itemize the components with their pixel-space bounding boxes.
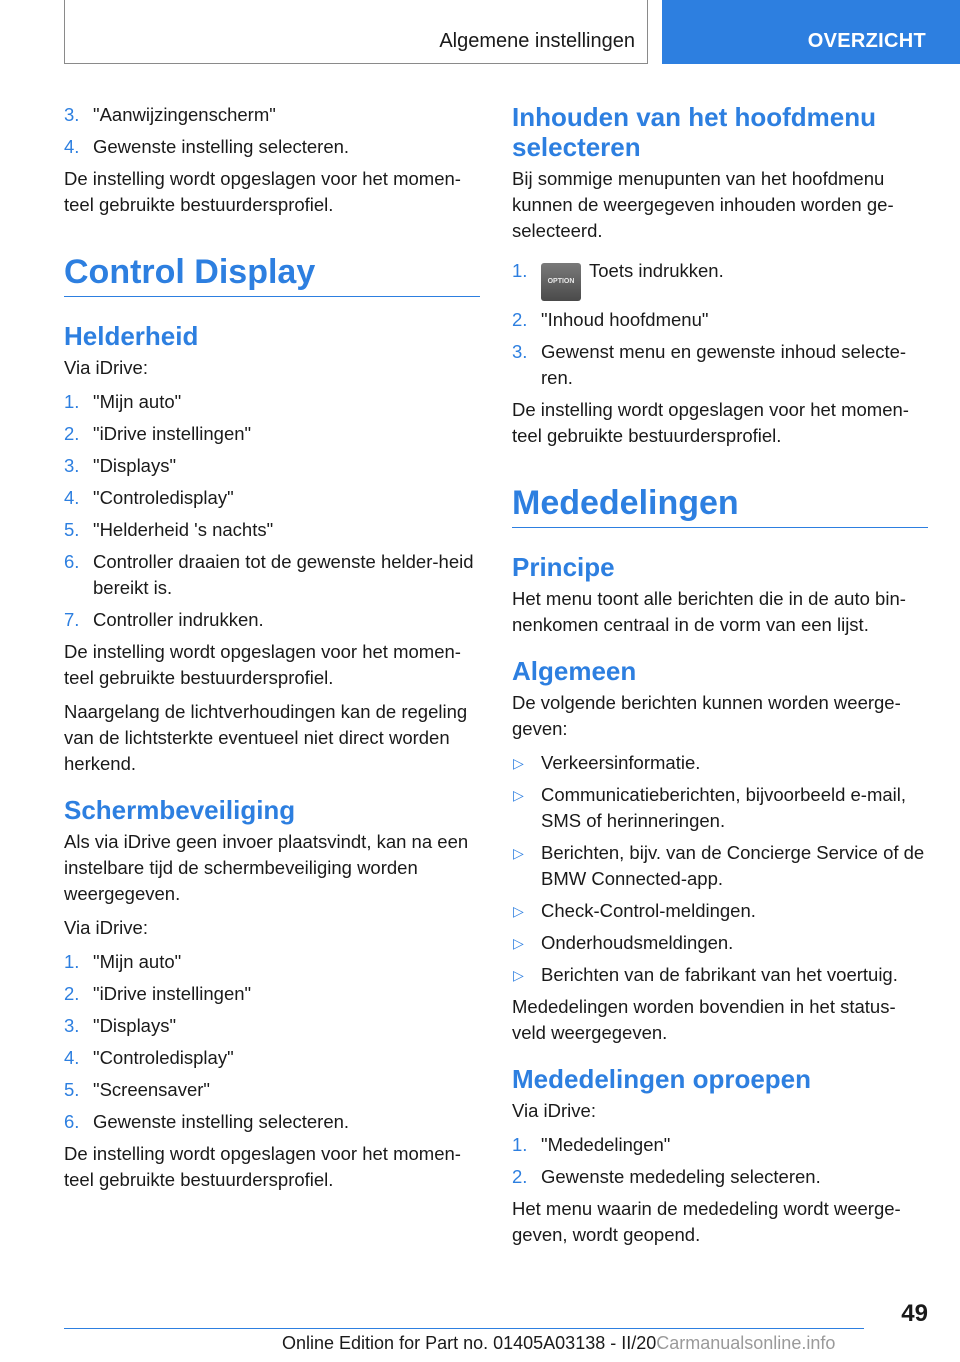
bullet-text: Communicatieberichten, bijvoorbeeld e-mail, SMS of herinneringen. [541,784,907,831]
triangle-bullet-icon: ▷ [513,755,524,771]
list-item [512,750,928,776]
step-number: 5. [64,1079,80,1100]
triangle-bullet-icon: ▷ [513,787,524,803]
list-item [512,339,928,391]
list-item [512,898,928,924]
list-item [64,607,480,633]
oproepen-paragraph: Het menu waarin de mededeling wordt weerge-geven, wordt geopend. [512,1198,901,1245]
step-text: "Displays" [93,455,177,476]
step-number: 1. [512,260,528,281]
list-item [64,421,480,447]
edition-text: Online Edition for Part no. 01405A03138 - II/20 [282,1333,657,1353]
list-item [64,981,480,1007]
left-column [64,102,480,1201]
header-section-box [64,0,648,64]
step-text: "Controledisplay" [93,1047,234,1068]
bullet-text: Onderhoudsmeldingen. [541,932,734,953]
step-number: 4. [64,136,80,157]
heading-mededelingen-oproepen: Mededelingen oproepen [512,1064,812,1094]
intro-steps [64,102,480,160]
step-text: Controller indrukken. [93,609,264,630]
list-item [64,485,480,511]
hoofdmenu-paragraph-2: De instelling wordt opgeslagen voor het momen-teel gebruikte bestuurdersprofiel. [512,399,909,446]
step-text: "Mededelingen" [541,1134,671,1155]
step-number: 3. [512,341,528,362]
heading-principe: Principe [512,552,615,582]
helderheid-steps [64,389,480,633]
list-item [64,1045,480,1071]
list-item [64,102,480,128]
list-item [512,307,928,333]
triangle-bullet-icon: ▷ [513,935,524,951]
step-text: "Screensaver" [93,1079,210,1100]
list-item [64,134,480,160]
step-number: 3. [64,104,80,125]
step-number: 3. [64,455,80,476]
list-item [64,1077,480,1103]
header-tab-label: OVERZICHT [807,30,926,52]
step-number: 1. [512,1134,528,1155]
schermbeveiliging-steps [64,949,480,1135]
step-text: "Inhoud hoofdmenu" [541,309,709,330]
bullet-text: Berichten, bijv. van de Concierge Service of de BMW Connected-app. [541,842,925,889]
schermbeveiliging-paragraph-2: De instelling wordt opgeslagen voor het momen-teel gebruikte bestuurdersprofiel. [64,1143,461,1190]
list-item [512,258,928,301]
principe-paragraph: Het menu toont alle berichten die in de auto bin-nenkomen centraal in de vorm van een lijst. [512,588,906,635]
step-text: "iDrive instellingen" [93,423,252,444]
heading-algemeen: Algemeen [512,656,637,686]
triangle-bullet-icon: ▷ [513,903,524,919]
list-item [512,782,928,834]
step-number: 6. [64,551,80,572]
step-number: 5. [64,519,80,540]
via-idrive-text: Via iDrive: [64,917,148,938]
step-text: Toets indrukken. [589,260,724,281]
list-item [512,1132,928,1158]
bullet-text: Check-Control-meldingen. [541,900,756,921]
step-number: 2. [512,309,528,330]
list-item [512,840,928,892]
step-text: "Helderheid 's nachts" [93,519,274,540]
step-text: "Mijn auto" [93,391,182,412]
list-item [64,389,480,415]
algemeen-paragraph-2: Mededelingen worden bovendien in het status-veld weergegeven. [512,996,896,1043]
heading-helderheid: Helderheid [64,321,199,351]
footer-divider [64,1328,864,1329]
hoofdmenu-steps [512,258,928,391]
list-item [512,1164,928,1190]
list-item [512,962,928,988]
footer-edition [282,1333,835,1354]
heading-mededelingen: Mededelingen [512,483,928,528]
step-number: 2. [64,423,80,444]
step-text: "Mijn auto" [93,951,182,972]
list-item [64,949,480,975]
step-number: 4. [64,1047,80,1068]
step-text: Gewenste instelling selecteren. [93,1111,350,1132]
via-idrive-text: Via iDrive: [512,1100,596,1121]
heading-schermbeveiliging: Schermbeveiliging [64,795,296,825]
hoofdmenu-paragraph: Bij sommige menupunten van het hoofdmenu kunnen de weergegeven inhouden worden ge-selecteerd. [512,168,894,241]
bullet-text: Verkeersinformatie. [541,752,701,773]
schermbeveiliging-paragraph: Als via iDrive geen invoer plaatsvindt, kan na een instelbare tijd de schermbeveiliging worden weergegeven. [64,831,469,904]
header-section-title: Algemene instellingen [439,30,635,52]
helderheid-paragraph-1: De instelling wordt opgeslagen voor het momen-teel gebruikte bestuurdersprofiel. [64,641,461,688]
intro-paragraph: De instelling wordt opgeslagen voor het momen-teel gebruikte bestuurdersprofiel. [64,168,461,215]
oproepen-steps [512,1132,928,1190]
list-item [64,1109,480,1135]
list-item [64,1013,480,1039]
heading-control-display: Control Display [64,252,480,297]
option-button-icon: OPTION [541,263,581,301]
algemeen-paragraph: De volgende berichten kunnen worden weerge-geven: [512,692,901,739]
step-number: 2. [512,1166,528,1187]
bullet-text: Berichten van de fabrikant van het voertuig. [541,964,898,985]
step-number: 7. [64,609,80,630]
list-item [64,453,480,479]
via-idrive-text: Via iDrive: [64,357,148,378]
step-text: Controller draaien tot de gewenste helder-heid bereikt is. [93,551,474,598]
step-text: Gewenst menu en gewenste inhoud selecte-ren. [541,341,907,388]
step-text: "Displays" [93,1015,177,1036]
helderheid-paragraph-2: Naargelang de lichtverhoudingen kan de regeling van de lichtsterkte eventueel niet direct worden herkend. [64,701,468,774]
list-item [64,517,480,543]
step-text: Gewenste mededeling selecteren. [541,1166,821,1187]
watermark-text: Carmanualsonline.info [656,1333,836,1353]
algemeen-bullets [512,750,928,988]
header-tab-overzicht[interactable] [662,0,960,64]
step-text: "Aanwijzingenscherm" [93,104,276,125]
step-text: "Controledisplay" [93,487,234,508]
triangle-bullet-icon: ▷ [513,845,524,861]
step-number: 1. [64,391,80,412]
step-number: 3. [64,1015,80,1036]
list-item [512,930,928,956]
page-number: 49 [901,1300,928,1327]
step-number: 4. [64,487,80,508]
step-text: Gewenste instelling selecteren. [93,136,350,157]
list-item [64,549,480,601]
triangle-bullet-icon: ▷ [513,967,524,983]
step-number: 6. [64,1111,80,1132]
step-number: 1. [64,951,80,972]
heading-hoofdmenu: Inhouden van het hoofdmenu selecteren [512,102,876,162]
step-number: 2. [64,983,80,1004]
step-text: "iDrive instellingen" [93,983,252,1004]
right-column [512,102,928,1256]
